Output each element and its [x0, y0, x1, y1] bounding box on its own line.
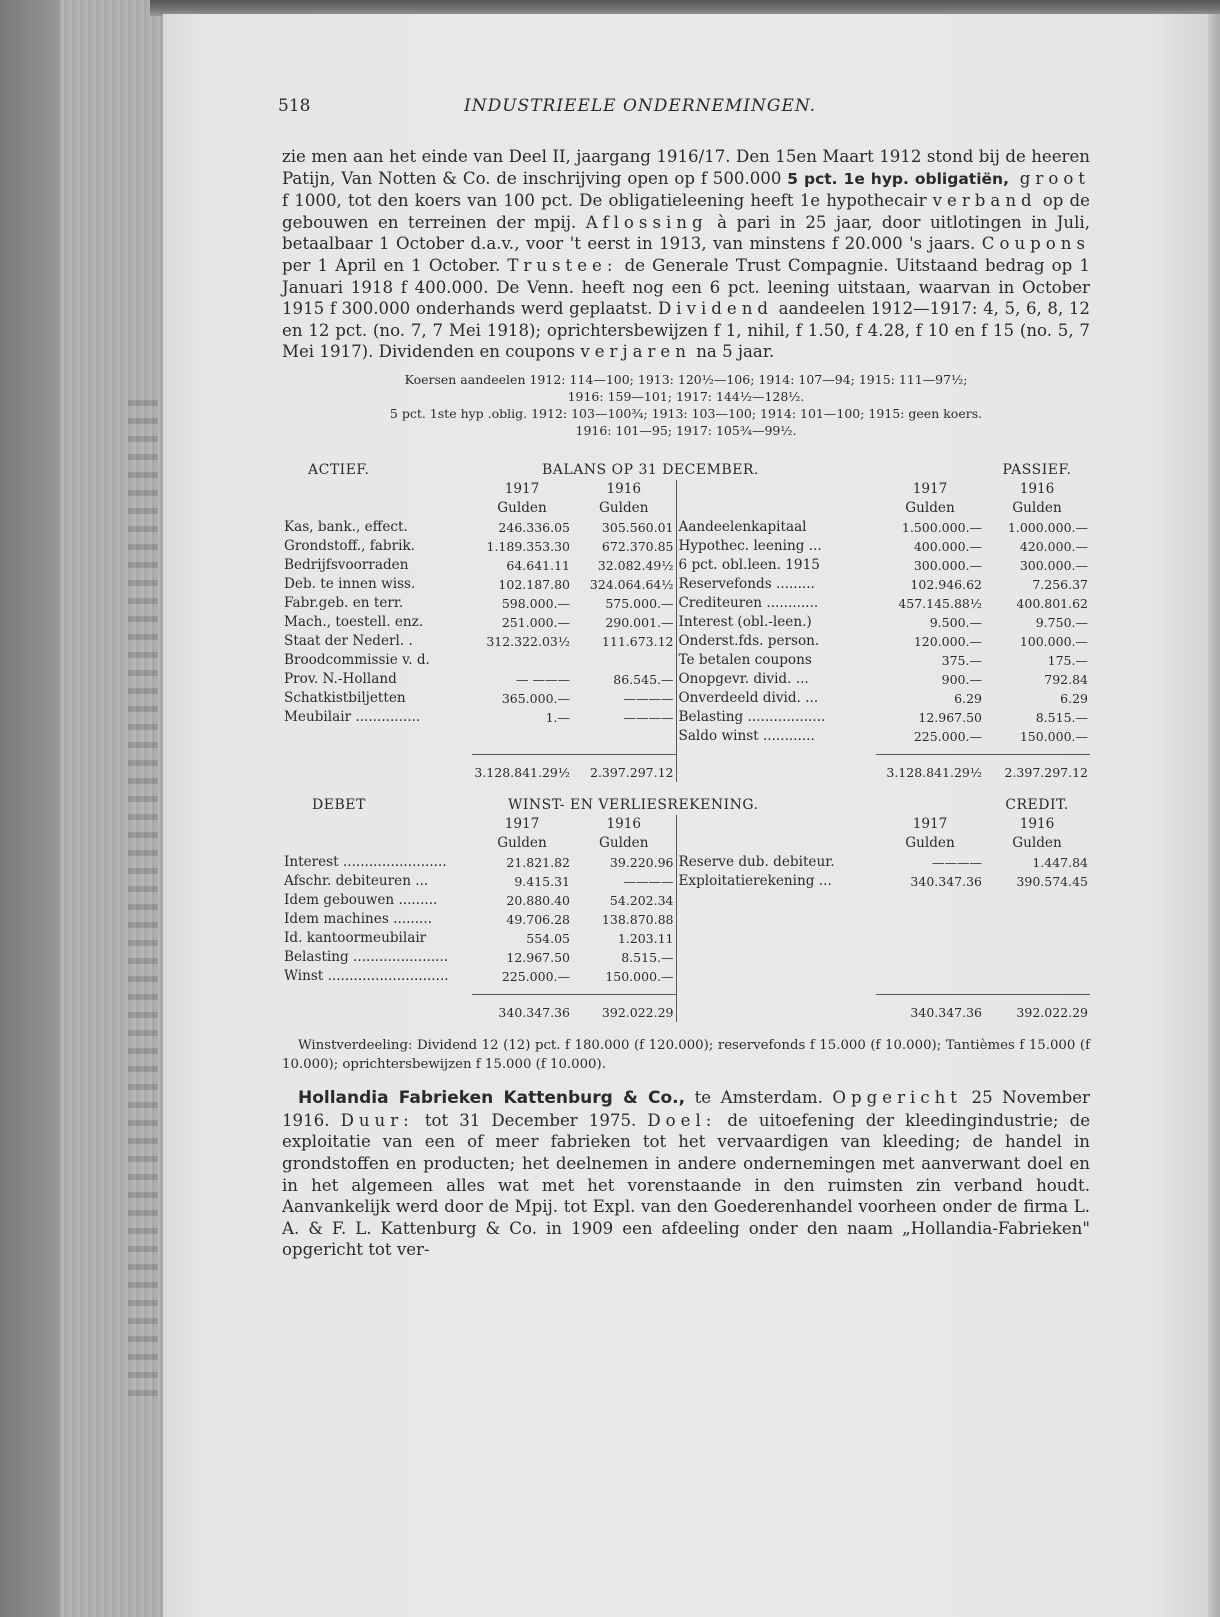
table-row [282, 891, 1090, 910]
row-value: 375.— [941, 652, 982, 668]
table-row [282, 651, 1090, 670]
table-row [282, 537, 1090, 556]
table-row [282, 670, 1090, 689]
row-label: Idem machines ......... [284, 910, 433, 927]
row-value [876, 967, 984, 986]
row-value: 457.145.88½ [898, 595, 982, 611]
pl-title: WINST- EN VERLIESREKENING. [508, 796, 759, 813]
row-label [676, 910, 876, 929]
row-value: 1.500.000.— [901, 519, 982, 535]
total-rule [282, 986, 1090, 995]
row-value: 100.000.— [1019, 633, 1088, 649]
balance-title: BALANS OP 31 DECEMBER. [542, 461, 759, 478]
row-value: 340.347.36 [910, 873, 982, 889]
row-label: Id. kantoormeubilair [284, 929, 427, 946]
row-value: 420.000.— [1019, 538, 1088, 554]
debet-title: DEBET [312, 796, 366, 813]
row-value: 150.000.— [605, 968, 674, 984]
book-cover-edge [0, 0, 60, 1617]
row-value: 12.967.50 [918, 709, 982, 725]
row-label: Idem gebouwen ......... [284, 891, 438, 908]
year-row: 1917 1916 1917 1916 [504, 815, 1055, 832]
row-label: Staat der Nederl. . [284, 632, 413, 649]
credit-title: CREDIT. [1005, 796, 1069, 813]
row-value: 400.801.62 [1016, 595, 1088, 611]
balance-totals-row: 3.128.841.29½ 2.397.297.12 3.128.841.29½ 2.397.297.12 [282, 754, 1090, 782]
row-value: 554.05 [526, 930, 570, 946]
row-label: Reserve dub. debiteur. [676, 853, 876, 872]
row-value: 1.— [545, 709, 570, 725]
table-row [282, 948, 1090, 967]
row-value [472, 651, 572, 670]
row-value: — ——— [516, 671, 570, 687]
row-value: 6.29 [1060, 690, 1088, 706]
row-value: 225.000.— [501, 968, 570, 984]
row-value: 8.515.— [621, 949, 674, 965]
row-value: 1.189.353.30 [486, 538, 570, 554]
row-value: 300.000.— [1019, 557, 1088, 573]
koersen-line: 1916: 101—95; 1917: 105¾—99½. [575, 422, 797, 438]
table-row [282, 575, 1090, 594]
row-label: Deb. te innen wiss. [284, 575, 416, 592]
table-row [282, 518, 1090, 537]
row-value: ———— [623, 709, 674, 725]
row-value: 102.187.80 [498, 576, 570, 592]
row-label: Afschr. debiteuren ... [284, 872, 429, 889]
row-label: Meubilair ............... [284, 708, 421, 725]
row-label: Broodcommissie v. d. [284, 651, 430, 668]
table-row [282, 910, 1090, 929]
page-number: 518 [278, 96, 311, 116]
row-label [282, 727, 472, 746]
row-value: 49.706.28 [506, 911, 570, 927]
bond-heading: 5 pct. 1e hyp. obligatiën, [787, 169, 1009, 188]
page-content [278, 96, 1091, 1261]
row-value [876, 929, 984, 948]
table-row [282, 853, 1090, 872]
row-value: 300.000.— [913, 557, 982, 573]
koersen-line: Koersen aandeelen 1912: 114—100; 1913: 120½—106; 1914: 107—94; 1915: 111—97½; [404, 371, 968, 387]
row-value: 312.322.03½ [486, 633, 570, 649]
row-label [676, 948, 876, 967]
balance-title-row [282, 461, 1090, 480]
row-label: Aandeelenkapitaal [676, 518, 876, 537]
company-name: Hollandia Fabrieken Kattenburg & Co., [298, 1088, 686, 1109]
table-row [282, 929, 1090, 948]
row-value: 102.946.62 [910, 576, 982, 592]
unit-row: Gulden Gulden Gulden Gulden [497, 834, 1062, 851]
row-value: 575.000.— [605, 595, 674, 611]
row-value: 138.870.88 [601, 911, 674, 927]
koersen-block [282, 371, 1090, 439]
row-label: Mach., toestell. enz. [284, 613, 424, 630]
hollandia-entry: Hollandia Fabrieken Kattenburg & Co., te Amsterdam. Opgericht 25 November 1916. Duur: tot 31 December 1975. Doel: de uitoefening der kleedingindustrie; de exploitatie van een of meer fabrieken tot het vervaardigen van kleeding; de handel in grondstoffen en producten; het deelnemen in andere ondernemingen met aanverwant doel en in het algemeen alles wat met het vorenstaande in den ruimsten zin verband houdt. Aanvankelijk werd door de Mpij. tot Expl. van den Goederenhandel voorheen onder de firma L. A. & F. L. Kattenburg & Co. in 1909 een afdeeling onder den naam „Hollandia-Fabrieken" opgericht tot ver- [282, 1088, 1091, 1260]
row-label: Onverdeeld divid. ... [676, 689, 876, 708]
row-label: Saldo winst ............ [676, 727, 876, 746]
row-value: 9.415.31 [514, 873, 570, 889]
table-row [282, 556, 1090, 575]
table-row [282, 708, 1090, 727]
row-label: Winst ............................ [284, 967, 449, 984]
year-row: 1917 1916 1917 1916 [504, 480, 1055, 497]
row-value: 150.000.— [1019, 728, 1088, 744]
row-label: Schatkistbiljetten [284, 689, 406, 706]
balance-sheet-table [282, 461, 1090, 782]
page-stack-edge [60, 0, 165, 1617]
koersen-line: 5 pct. 1ste hyp .oblig. 1912: 103—100¾; 1913: 103—100; 1914: 101—100; 1915: geen koers. [389, 405, 983, 421]
row-value: 32.082.49½ [597, 557, 674, 573]
row-label: Grondstoff., fabrik. [284, 537, 415, 554]
intro-paragraph: zie men aan het einde van Deel II, jaargang 1916/17. Den 15en Maart 1912 stond bij de heeren Patijn, Van Notten & Co. de inschrijving open op f 500.000 5 pct. 1e hyp. obligatiën, groot f 1000, tot den koers van 100 pct. De obligatieleening heeft 1e hypothecair verband op de gebouwen en terreinen der mpij. Aflossing à pari in 25 jaar, door uitlotingen in Juli, betaalbaar 1 October d.a.v., voor 't eerst in 1913, van minstens f 20.000 's jaars. Coupons per 1 April en 1 October. Trustee: de Generale Trust Compagnie. Uitstaand bedrag op 1 Januari 1918 f 400.000. De Venn. heeft nog een 6 pct. leening uitstaan, waarvan in October 1915 f 300.000 onderhands werd geplaatst. Dividend aandeelen 1912—1917: 4, 5, 6, 8, 12 en 12 pct. (no. 7, 7 Mei 1918); oprichtersbewijzen f 1, nihil, f 1.50, f 4.28, f 10 en f 15 (no. 5, 7 Mei 1917). Dividenden en coupons verjaren na 5 jaar. [282, 147, 1091, 362]
actief-title: ACTIEF. [308, 461, 370, 478]
row-label: Interest (obl.-leen.) [676, 613, 876, 632]
row-value: 672.370.85 [601, 538, 674, 554]
row-value: 400.000.— [913, 538, 982, 554]
row-label: Reservefonds ......... [676, 575, 876, 594]
row-label: Belasting .................. [676, 708, 876, 727]
row-label: Crediteuren ............ [676, 594, 876, 613]
page-right-edge [1208, 14, 1220, 1617]
row-label [676, 891, 876, 910]
row-label: Te betalen coupons [676, 651, 876, 670]
row-label: Bedrijfsvoorraden [284, 556, 409, 573]
row-value: 1.203.11 [617, 930, 674, 946]
row-value: 324.064.64½ [589, 576, 674, 592]
row-value [984, 891, 1090, 910]
row-label: Onderst.fds. person. [676, 632, 876, 651]
row-value [572, 727, 676, 746]
row-value: 7.256.37 [1032, 576, 1088, 592]
row-value: 8.515.— [1035, 709, 1088, 725]
row-value: ———— [623, 690, 674, 706]
running-head [278, 96, 1090, 120]
row-value: 12.967.50 [506, 949, 570, 965]
row-value: 390.574.45 [1016, 873, 1088, 889]
row-label: Belasting ...................... [284, 948, 449, 965]
row-label: Exploitatierekening ... [676, 872, 876, 891]
row-value: 6.29 [954, 690, 982, 706]
row-value: 246.336.05 [498, 519, 570, 535]
table-row [282, 613, 1090, 632]
row-value [472, 727, 572, 746]
row-value: ———— [623, 873, 674, 889]
table-row [282, 632, 1090, 651]
row-value: 120.000.— [913, 633, 982, 649]
row-value: 225.000.— [913, 728, 982, 744]
table-row [282, 727, 1090, 746]
row-label: Kas, bank., effect. [284, 518, 408, 535]
row-label: Hypothec. leening ... [676, 537, 876, 556]
row-value: 21.821.82 [506, 854, 570, 870]
row-label: Interest ........................ [284, 853, 447, 870]
row-value: 64.641.11 [506, 557, 570, 573]
passief-title: PASSIEF. [1002, 461, 1072, 478]
row-value [876, 910, 984, 929]
table-row [282, 594, 1090, 613]
row-value: 86.545.— [613, 671, 674, 687]
row-value: 9.750.— [1035, 614, 1088, 630]
row-value: 1.000.000.— [1007, 519, 1088, 535]
row-value [984, 910, 1090, 929]
row-value: 251.000.— [501, 614, 570, 630]
row-label: Prov. N.-Holland [284, 670, 397, 687]
row-value: 792.84 [1044, 671, 1088, 687]
row-value: 305.560.01 [601, 519, 674, 535]
row-value: 598.000.— [501, 595, 570, 611]
row-label: Onopgevr. divid. ... [676, 670, 876, 689]
row-value: 900.— [941, 671, 982, 687]
row-value [984, 948, 1090, 967]
row-label: 6 pct. obl.leen. 1915 [676, 556, 876, 575]
pl-title-row [282, 796, 1090, 815]
row-value [984, 967, 1090, 986]
table-row [282, 967, 1090, 986]
row-value [572, 651, 676, 670]
row-value: 365.000.— [501, 690, 570, 706]
row-value: 54.202.34 [609, 892, 674, 908]
winstverdeeling-paragraph: Winstverdeeling: Dividend 12 (12) pct. f 180.000 (f 120.000); reservefonds f 15.000 (f 10.000); Tantièmes f 15.000 (f 10.000); oprichtersbewijzen f 15.000 (f 10.000). [282, 1037, 1090, 1072]
row-value: 111.673.12 [601, 633, 674, 649]
table-row [282, 872, 1090, 891]
row-value [876, 948, 984, 967]
running-head-title: INDUSTRIEELE ONDERNEMINGEN. [464, 96, 817, 116]
row-value [984, 929, 1090, 948]
row-value [876, 891, 984, 910]
koersen-line: 1916: 159—101; 1917: 144½—128½. [567, 388, 805, 404]
row-value: ———— [932, 854, 982, 870]
page-edge-stains [128, 400, 158, 1400]
row-label [676, 967, 876, 986]
row-value: 9.500.— [929, 614, 982, 630]
row-value: 1.447.84 [1032, 854, 1088, 870]
row-label: Fabr.geb. en terr. [284, 594, 404, 611]
pl-totals-row: 340.347.36 392.022.29 340.347.36 392.022.29 [282, 994, 1090, 1022]
profit-loss-table [282, 796, 1090, 1022]
row-label [676, 929, 876, 948]
unit-row: Gulden Gulden Gulden Gulden [497, 499, 1062, 516]
table-row [282, 689, 1090, 708]
row-value: 20.880.40 [506, 892, 570, 908]
row-value: 39.220.96 [609, 854, 674, 870]
total-rule [282, 746, 1090, 755]
row-value: 175.— [1047, 652, 1088, 668]
row-value: 290.001.— [605, 614, 674, 630]
